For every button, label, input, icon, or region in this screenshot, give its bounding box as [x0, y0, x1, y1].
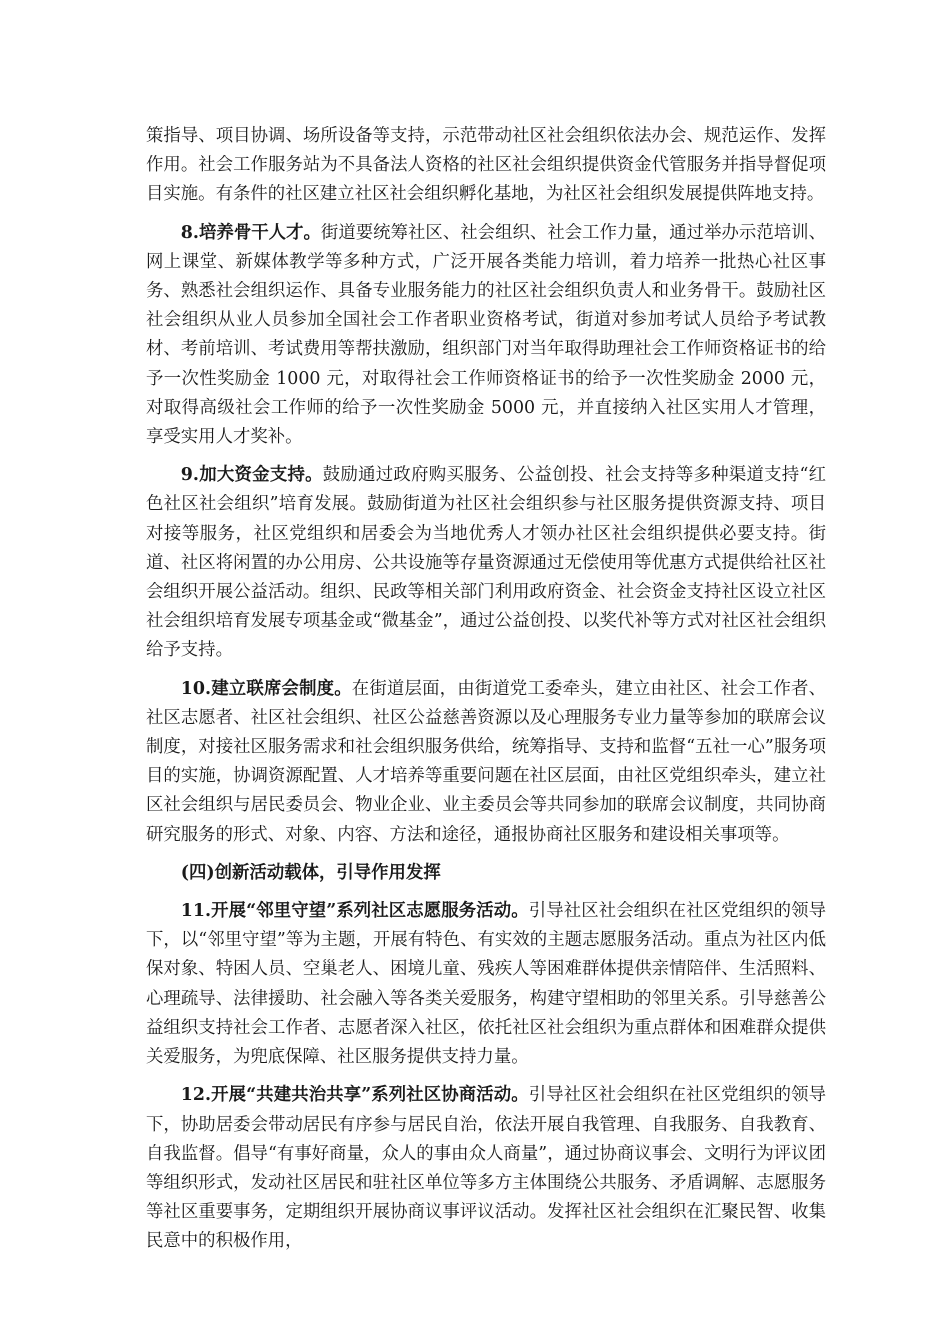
paragraph-text: 街道要统筹社区、社会组织、社会工作力量，通过举办示范培训、网上课堂、新媒体教学等多种方式，广泛开展各类能力培训，着力培养一批热心社区事务、熟悉社会组织运作、具备专业服务能力的社区社会组织负责人和业务骨干。鼓励社区社会组织从业人员参加全国社会工作者职业资格考试，街道对参加考试人员给予考试教材、考前培训、考试费用等帮扶激励，组织部门对当年取得助理社会工作师资格证书的给予一次性奖励金 1000 元，对取得社会工作师资格证书的给予一次性奖励金 2000 元，对取得高级社会工作师的给予一次性奖励金 5000 元，并直接纳入社区实用人才管理，享受实用人才奖补。: [146, 222, 826, 448]
item-heading: 12.开展“共建共治共享”系列社区协商活动。: [180, 1085, 529, 1106]
paragraph-text: 策指导、项目协调、场所设备等支持，示范带动社区社会组织依法办会、规范运作、发挥作用。社会工作服务站为不具备法人资格的社区社会组织提供资金代管服务并指导督促项目实施。有条件的社区建立社区社会组织孵化基地，为社区社会组织发展提供阵地支持。: [146, 126, 826, 205]
section-heading: (四)创新活动载体，引导作用发挥: [180, 862, 441, 883]
paragraph-continued: [146, 122, 826, 210]
paragraph-item-11: [146, 897, 826, 1072]
item-heading: 11.开展“邻里守望”系列社区志愿服务活动。: [180, 901, 529, 922]
paragraph-item-8: [146, 219, 826, 453]
item-heading: 8.培养骨干人才。: [180, 222, 321, 243]
paragraph-item-12: [146, 1081, 826, 1256]
item-heading: 9.加大资金支持。: [180, 465, 323, 486]
paragraph-text: 引导社区社会组织在社区党组织的领导下，以“邻里守望”等为主题，开展有特色、有实效的主题志愿服务活动。重点为社区内低保对象、特困人员、空巢老人、困境儿童、残疾人等困难群体提供亲情陪伴、生活照料、心理疏导、法律援助、社会融入等各类关爱服务，构建守望相助的邻里关系。引导慈善公益组织支持社会工作者、志愿者深入社区，依托社区社会组织为重点群体和困难群众提供关爱服务，为兜底保障、社区服务提供支持力量。: [146, 901, 826, 1068]
paragraph-text: 鼓励通过政府购买服务、公益创投、社会支持等多种渠道支持“红色社区社会组织”培育发展。鼓励街道为社区社会组织参与社区服务提供资源支持、项目对接等服务，社区党组织和居委会为当地优秀人才领办社区社会组织提供必要支持。街道、社区将闲置的办公用房、公共设施等存量资源通过无偿使用等优惠方式提供给社区社会组织开展公益活动。组织、民政等相关部门利用政府资金、社会资金支持社区设立社区社会组织培育发展专项基金或“微基金”，通过公益创投、以奖代补等方式对社区社会组织给予支持。: [146, 465, 826, 661]
paragraph-text: 在街道层面，由街道党工委牵头，建立由社区、社会工作者、社区志愿者、社区社会组织、社区公益慈善资源以及心理服务专业力量等参加的联席会议制度，对接社区服务需求和社会组织服务供给，统筹指导、支持和监督“五社一心”服务项目的实施，协调资源配置、人才培养等重要问题在社区层面，由社区党组织牵头，建立社区社会组织与居民委员会、物业企业、业主委员会等共同参加的联席会议制度，共同协商研究服务的形式、对象、内容、方法和途径，通报协商社区服务和建设相关事项等。: [146, 678, 826, 845]
document-body: [146, 122, 826, 1266]
paragraph-text: 引导社区社会组织在社区党组织的领导下，协助居委会带动居民有序参与居民自治，依法开展自我管理、自我服务、自我教育、自我监督。倡导“有事好商量，众人的事由众人商量”，通过协商议事会、文明行为评议团等组织形式，发动社区居民和驻社区单位等多方主体围绕公共服务、矛盾调解、志愿服务等社区重要事务，定期组织开展协商议事评议活动。发挥社区社会组织在汇聚民智、收集民意中的积极作用，: [146, 1085, 826, 1252]
paragraph-item-10: [146, 675, 826, 850]
paragraph-item-9: [146, 461, 826, 665]
item-heading: 10.建立联席会制度。: [180, 678, 352, 699]
